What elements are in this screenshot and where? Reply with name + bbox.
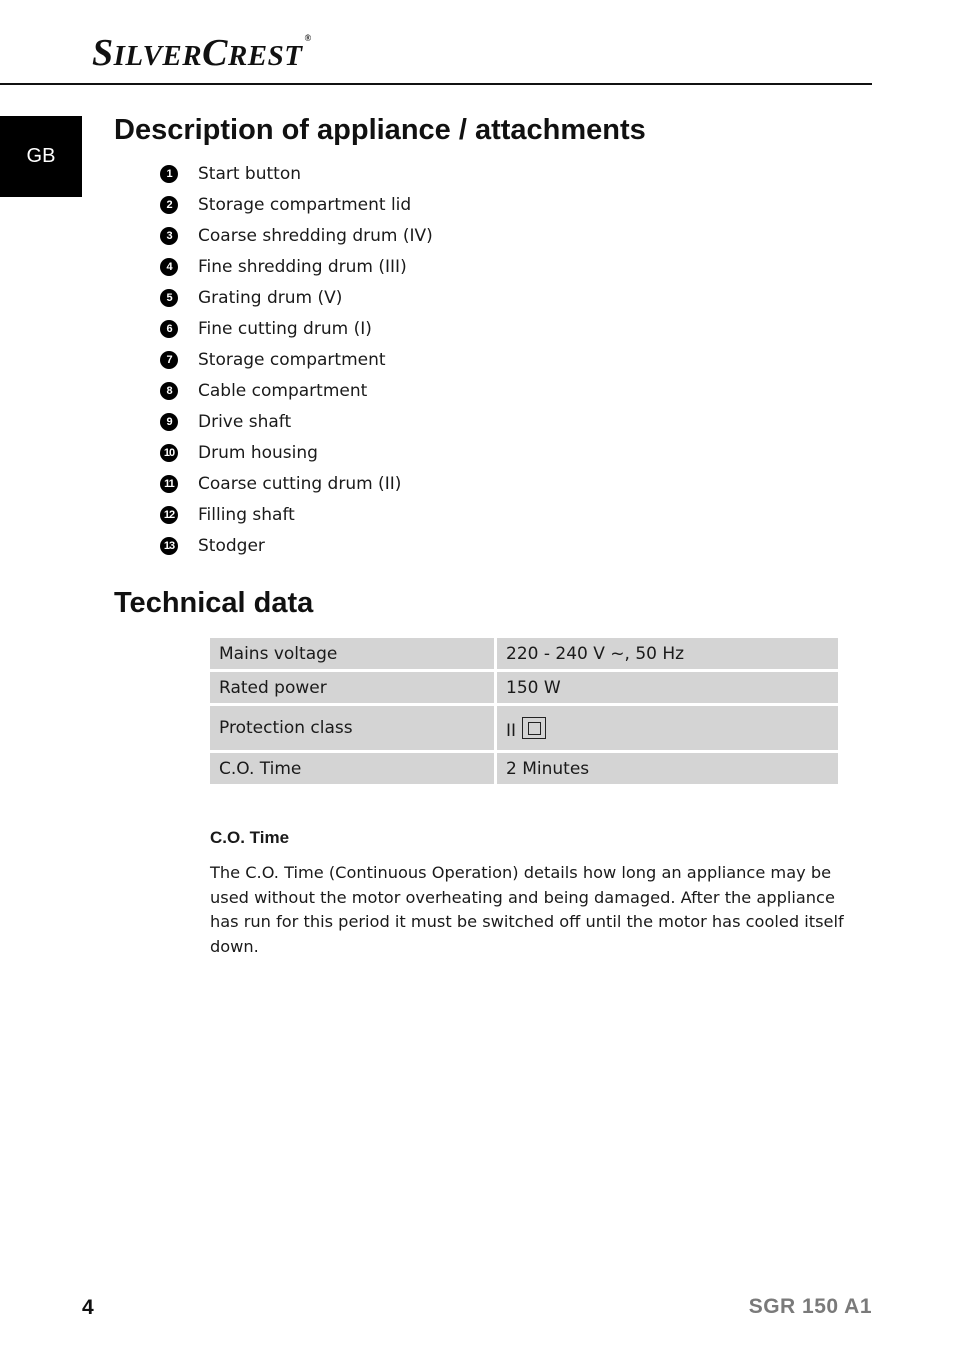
table-cell-label: Protection class — [210, 706, 494, 750]
table-row — [210, 638, 838, 669]
item-number: 3 — [160, 227, 178, 245]
list-item — [160, 375, 433, 406]
item-number: 11 — [160, 475, 178, 493]
technical-data-heading: Technical data — [114, 587, 314, 619]
item-label: Coarse shredding drum (IV) — [198, 225, 433, 246]
item-label: Drum housing — [198, 442, 318, 463]
list-item — [160, 251, 433, 282]
technical-data-table — [207, 635, 841, 787]
double-square-icon — [522, 717, 546, 739]
list-item — [160, 313, 433, 344]
item-label: Fine cutting drum (I) — [198, 318, 372, 339]
table-cell-label: Mains voltage — [210, 638, 494, 669]
model-number: SGR 150 A1 — [748, 1295, 872, 1318]
list-item — [160, 220, 433, 251]
item-number: 13 — [160, 537, 178, 555]
table-row — [210, 706, 838, 750]
list-item — [160, 530, 433, 561]
item-label: Storage compartment lid — [198, 194, 412, 215]
table-row — [210, 753, 838, 784]
table-cell-value: 150 W — [497, 672, 838, 703]
item-number: 12 — [160, 506, 178, 524]
item-number: 9 — [160, 413, 178, 431]
item-number: 1 — [160, 165, 178, 183]
list-item — [160, 189, 433, 220]
item-label: Filling shaft — [198, 504, 295, 525]
item-label: Start button — [198, 163, 302, 184]
language-tab: GB — [0, 116, 82, 197]
item-label: Coarse cutting drum (II) — [198, 473, 402, 494]
list-item — [160, 437, 433, 468]
item-number: 2 — [160, 196, 178, 214]
item-label: Storage compartment — [198, 349, 386, 370]
list-item — [160, 468, 433, 499]
item-number: 5 — [160, 289, 178, 307]
header-divider — [0, 83, 872, 85]
item-number: 7 — [160, 351, 178, 369]
item-number: 4 — [160, 258, 178, 276]
item-number: 10 — [160, 444, 178, 462]
brand-logo: SILVERCREST® — [92, 32, 312, 74]
list-item — [160, 499, 433, 530]
item-number: 8 — [160, 382, 178, 400]
table-cell-label: C.O. Time — [210, 753, 494, 784]
description-heading: Description of appliance / attachments — [114, 114, 646, 146]
table-cell-label: Rated power — [210, 672, 494, 703]
list-item — [160, 406, 433, 437]
table-cell-value — [497, 706, 838, 750]
item-label: Fine shredding drum (III) — [198, 256, 407, 277]
table-cell-value: 2 Minutes — [497, 753, 838, 784]
protection-class-value: II — [506, 721, 517, 741]
item-label: Grating drum (V) — [198, 287, 343, 308]
page-number: 4 — [82, 1296, 94, 1319]
list-item — [160, 158, 433, 189]
item-number: 6 — [160, 320, 178, 338]
table-row — [210, 672, 838, 703]
list-item — [160, 344, 433, 375]
parts-list — [160, 158, 433, 561]
item-label: Cable compartment — [198, 380, 368, 401]
item-label: Drive shaft — [198, 411, 292, 432]
table-cell-value: 220 - 240 V ~, 50 Hz — [497, 638, 838, 669]
co-time-heading: C.O. Time — [210, 828, 290, 847]
list-item — [160, 282, 433, 313]
co-time-paragraph: The C.O. Time (Continuous Operation) details how long an appliance may be used without the motor overheating and being damaged. After the appliance has run for this period it must be switched off until the motor has cooled itself down. — [210, 863, 844, 956]
item-label: Stodger — [198, 535, 265, 556]
